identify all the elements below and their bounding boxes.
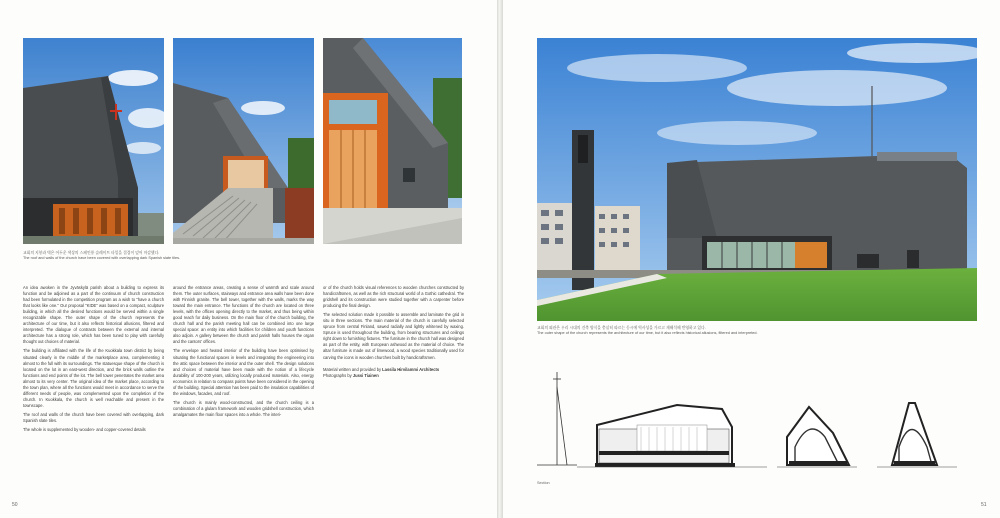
- long-section-drawing: [577, 405, 767, 467]
- cross-section-drawing-b: [877, 403, 957, 467]
- drawing-label: Section: [537, 481, 550, 485]
- page-number-right: 51: [981, 502, 987, 508]
- right-photo-caption: [537, 326, 977, 336]
- paragraph: The selected solution made it possible to assemble and laminate the grid in situ in three sections. The main material of the church is carefully selected spruce from central Finland, sawed radially and lightly whitened by waxing. Spruce is used throughout the building, from bearing structures and ceilings right down to furnishing fixtures. The furniture in the church hall was designed as part of the entity, with European ashwood as the material of choice. The altar furniture is made out of limewood, a wood species traditionally used for carving the icons in wooden churches built by handicraftsmen.: [323, 312, 464, 360]
- left-page: [0, 0, 497, 518]
- church-photo-entrance-detail: [323, 38, 462, 244]
- paragraph: The church is mainly wood-constructed, and the church ceiling is a combination of a glulam framework and wooden gridshell construction, which amalgamates the main floor spaces into a whole. The interi-: [173, 399, 314, 417]
- paragraph: The envelope and heated interior of the building have been optimised by situating the functional spaces in levels and integrating the engineering into the attic space between the interior and the outer shell. The design solutions and choices of material have been made with the notion of a lifecycle durability of 100-200 years, utilizing locally produced materials. Also, energy economics in relation to compass points have been considered in the opening of the building. Special attention has been paid to the insulation capabilities of the windows, facades, and roof.: [173, 348, 314, 396]
- caption-korean: 교회의 지붕과 벽은 어두운 색상의 스페인풍 슬레이트 타일을 겹겹이 덮어 마감했다.: [23, 251, 160, 255]
- left-photo-caption: [23, 251, 463, 261]
- church-photo-stair-view: [173, 38, 314, 244]
- paragraph: The roof and walls of the church have been covered with overlapping, dark Spanish slate tiles.: [23, 411, 164, 423]
- text-column-2: [173, 285, 314, 421]
- credit-writer-name: Lassila Hirvilammi Architects: [382, 366, 440, 372]
- paragraph: The building is affiliated with the life of the Kuokkala town district by being situated clearly in the middle of the marketplace area, complementing it almost to the full with its surroundings. The statuesque shape of the church is located on the lot in an east-west direction, and the brick walls outline the functions and end points of the lot. The bell tower penetrates the market area almost to its very center. The original idea of the market place, according to the town plan, where all the functions would meet in accordance to serve the different needs of people, was complemented upon the completion of the church. In Kuokkala, the church is well reachable and present in the townscape.: [23, 348, 164, 408]
- caption-korean: 교회의 외관은 우리 시대의 건축 양식을 충실히 따르는 동시에 역사성을 가르고 재해석해 반영하고 있다.: [537, 326, 706, 330]
- paragraph: around the entrance areas, creating a sense of warmth and scale around them. The outer surfaces, stairways and entrance area walls have been done with Finnish granite. The bell tower, together with the walls, marks the way toward the main entrance. The functions of the church are located on three levels, with the offices opening directly to the market, and thus being within good reach for daily business. On the main floor of the church building, the church hall and the parish meeting hall can be combined into one large special space: an entity into which facilities for children and youth functions also adjoin. A gallery between the church and parish halls houses the organ and the cantors' offices.: [173, 285, 314, 345]
- credit-photographer: [323, 373, 464, 379]
- credit-photographer-prefix: Photographs by: [323, 372, 353, 378]
- paragraph: The whole is supplemented by wooden- and copper-covered details: [23, 427, 146, 433]
- text-column-1: [23, 285, 164, 436]
- page-number-left: 50: [12, 502, 18, 508]
- cross-section-drawing-a: [777, 407, 857, 467]
- caption-english: The roof and walls of the church have been covered with overlapping dark Spanish slate tiles.: [23, 256, 181, 260]
- church-photo-gable-view: [23, 38, 164, 244]
- section-drawings: [537, 367, 977, 477]
- credit-writer-prefix: Material written and provided by: [323, 366, 383, 372]
- text-column-3: [323, 285, 464, 382]
- church-photo-exterior-wide: [537, 38, 977, 321]
- paragraph: or of the church holds visual references to wooden churches constructed by handicraftsmen, as well as the rich structural world of a Gothic cathedral. The gridshell and its construction were studied together with a carpenter before producing the final design.: [323, 285, 464, 309]
- paragraph: An idea awoken in the Jyväskylä parish about a building to express its function and be adjoined as a part of the continuum of church construction had been formulated in the competition program as a wish to "have a church that looks like one." Our proposal "KIDE" was based on a compact, sculpture building, in which all the desired functions would be served within a single recognizable shape. The outer shape of the church represents the architecture of our time, but it also reflects historical allusions, filtered and interpreted. The dialogue of contrasts between the external and internal architecture has a strong role, which has been tuned to play with carefully thought out choices of material.: [23, 285, 164, 345]
- bell-tower-elevation: [537, 372, 577, 465]
- credit-photographer-name: Jussi Tiainen: [352, 372, 379, 378]
- caption-english: The outer shape of the church represents the architecture of our time, but it also reflects historical allusions, filtered and interpreted.: [537, 331, 758, 335]
